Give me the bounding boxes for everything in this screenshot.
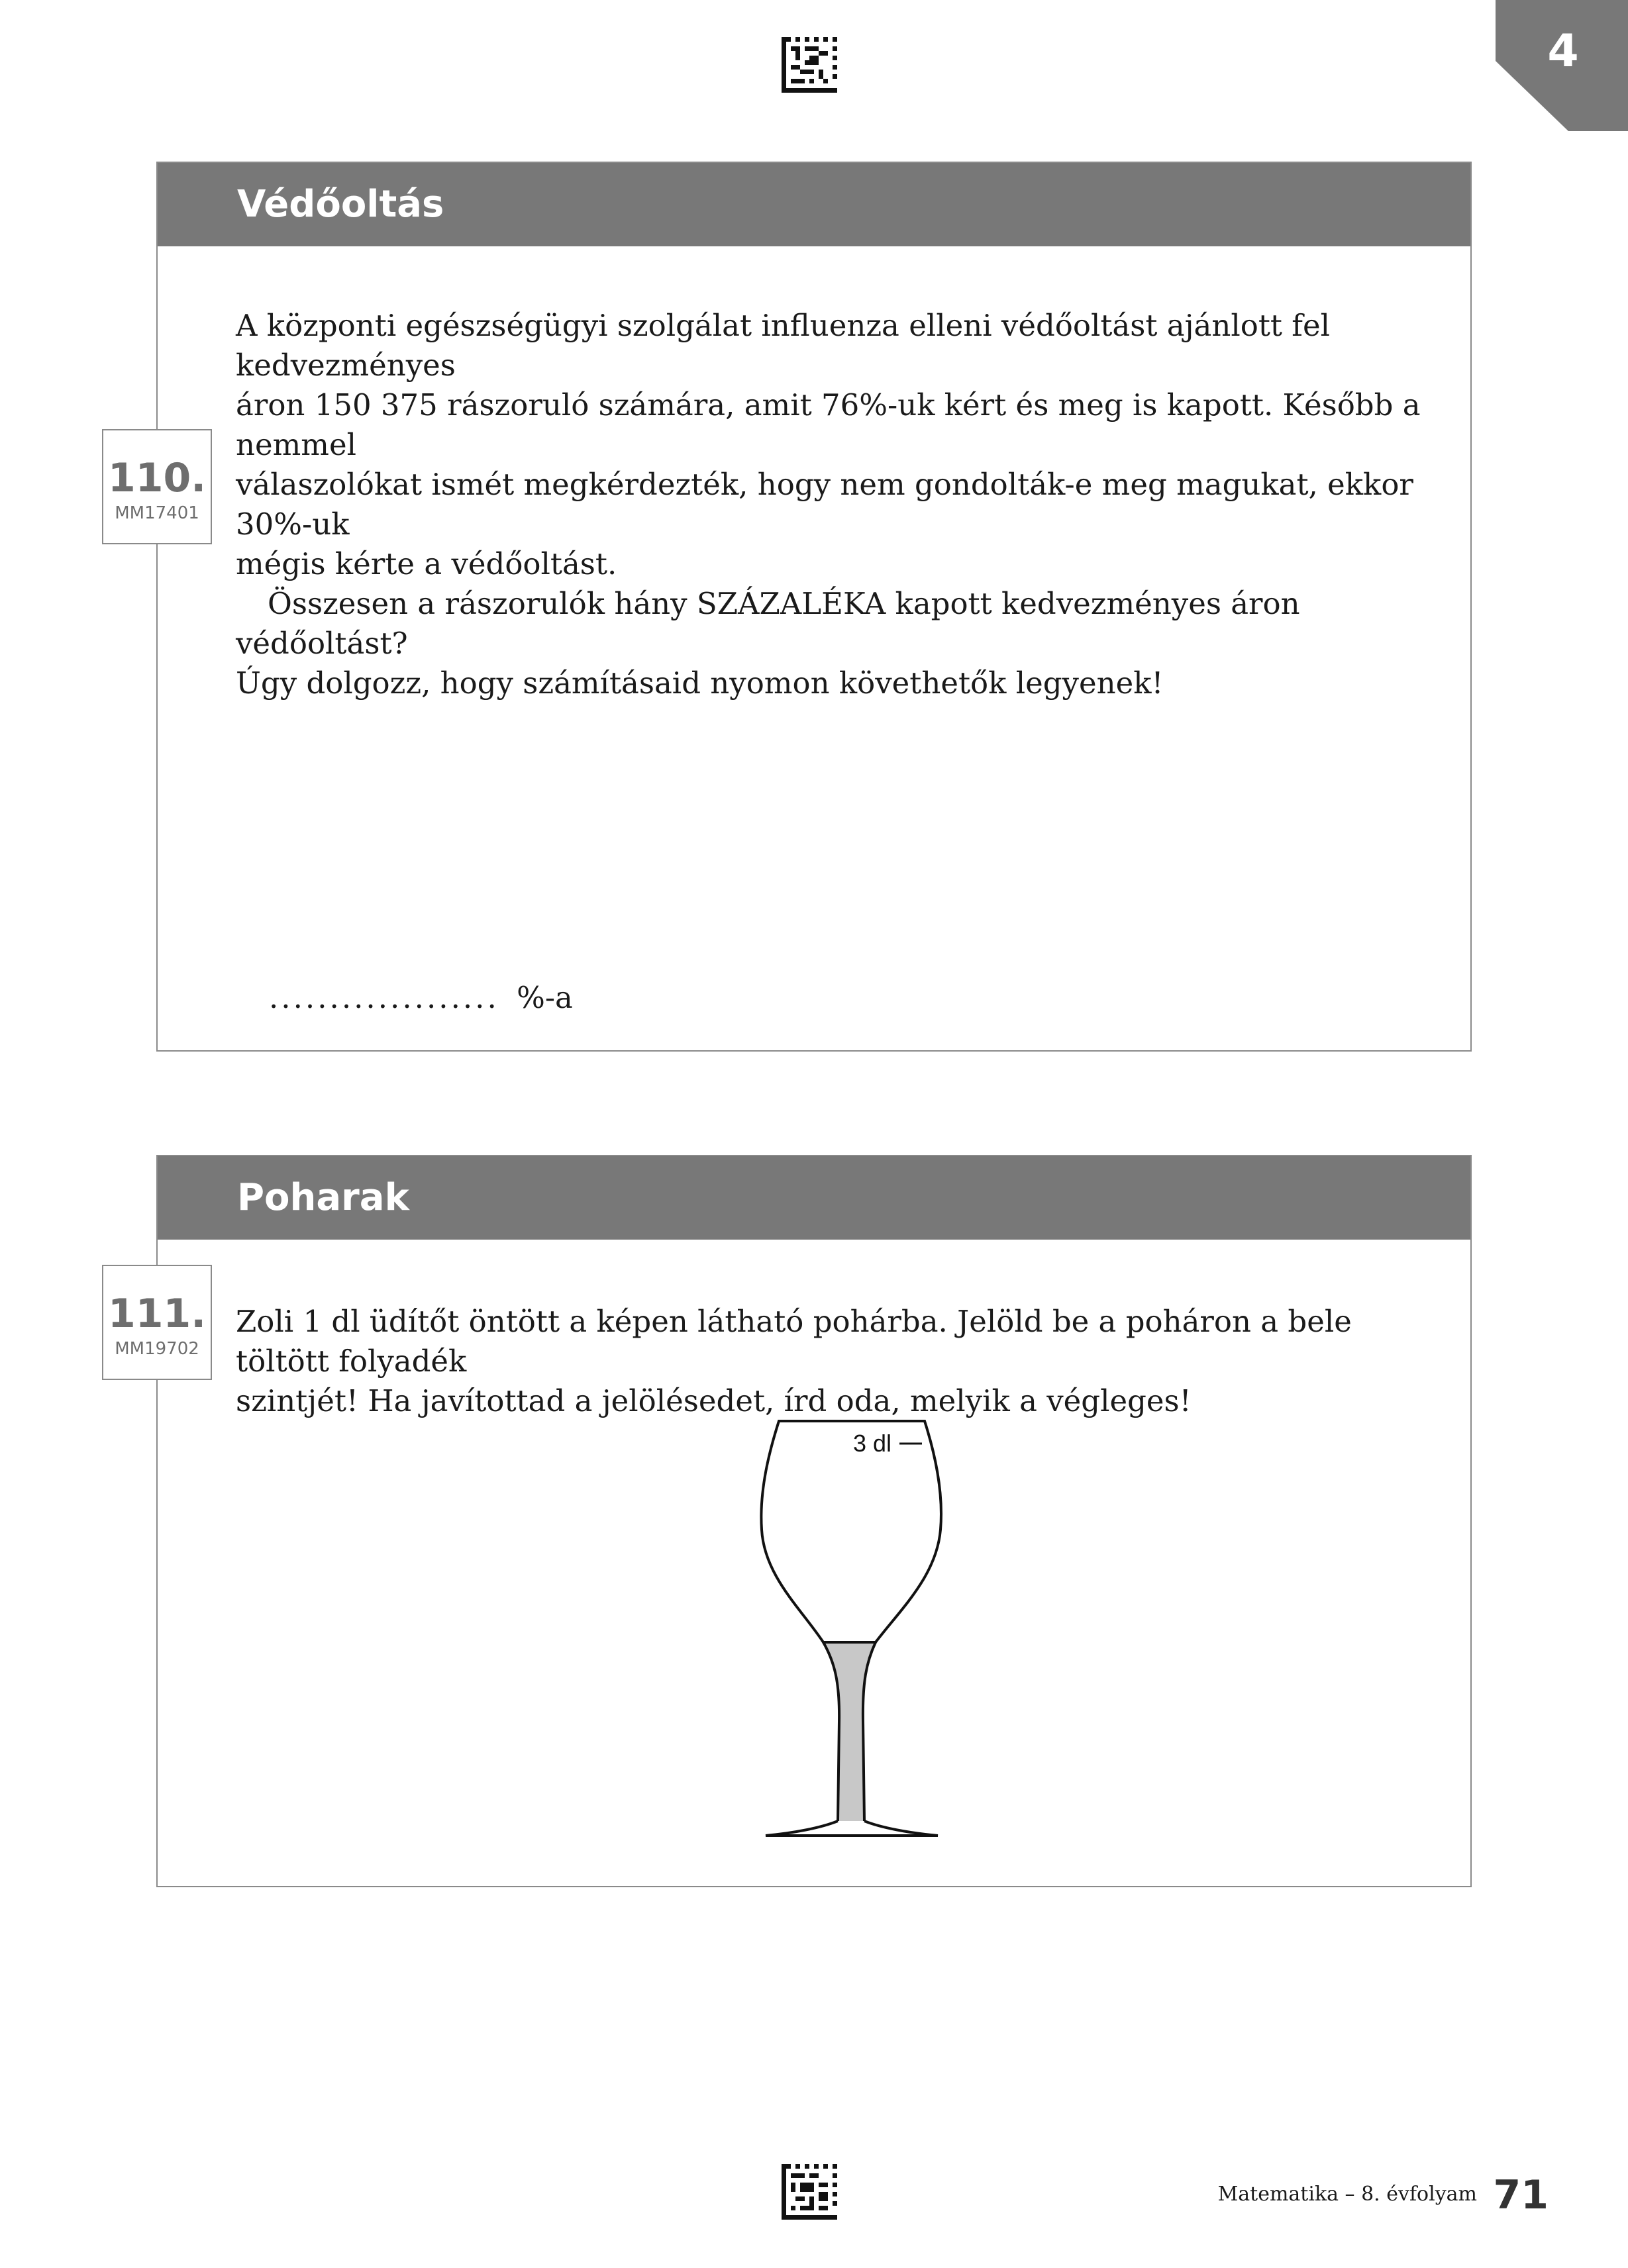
task-111-text-line: Zoli 1 dl üdítőt öntött a képen látható pohárba. Jelöld be a poháron a bele töltött folyadék [236,1304,1352,1379]
task-110-text [236,306,1448,703]
task-110-answer-unit: %-a [517,980,573,1015]
task-111-badge [102,1265,212,1380]
task-110-text-line: válaszolókat ismét megkérdezték, hogy nem gondolták-e meg magukat, ekkor 30%-uk [236,467,1413,542]
task-110-answer-field[interactable] [269,980,573,1015]
task-110-title: Védőoltás [158,163,1470,246]
task-110-question: Összesen a rászorulók hány SZÁZALÉKA kapott kedvezményes áron védőoltást? [236,586,1300,661]
wine-glass-drawing[interactable] [755,1410,954,1848]
task-110-text-line: mégis kérte a védőoltást. [236,546,617,581]
task-111-title: Poharak [158,1156,1470,1240]
task-111-text-line: szintjét! Ha javítottad a jelölésedet, írd oda, melyik a végleges! [236,1383,1192,1418]
task-111-text [236,1302,1448,1421]
glass-base [766,1821,938,1836]
task-110-instruction: Úgy dolgozz, hogy számításaid nyomon követhetők legyenek! [236,666,1164,701]
task-111-code: MM19702 [115,1339,199,1359]
task-110-code: MM17401 [115,503,199,523]
task-110-number: 110. [107,455,207,501]
page-number: 71 [1493,2172,1549,2218]
task-111-number: 111. [107,1291,207,1337]
section-number: 4 [1547,25,1579,77]
task-110-text-line: áron 150 375 rászoruló számára, amit 76%-uk kért és meg is kapott. Később a nemmel [236,387,1421,462]
glass-bowl-outline [761,1421,941,1642]
datamatrix-code-top [782,37,837,93]
task-110-answer-blank: ................... [269,980,499,1015]
footer-subject: Matematika – 8. évfolyam [1217,2183,1477,2206]
datamatrix-code-bottom [782,2164,837,2220]
task-110-badge [102,429,212,544]
glass-3dl-label: 3 dl [853,1430,892,1457]
task-110-text-line: A központi egészségügyi szolgálat influenza elleni védőoltást ajánlott fel kedvezményes [236,308,1330,383]
